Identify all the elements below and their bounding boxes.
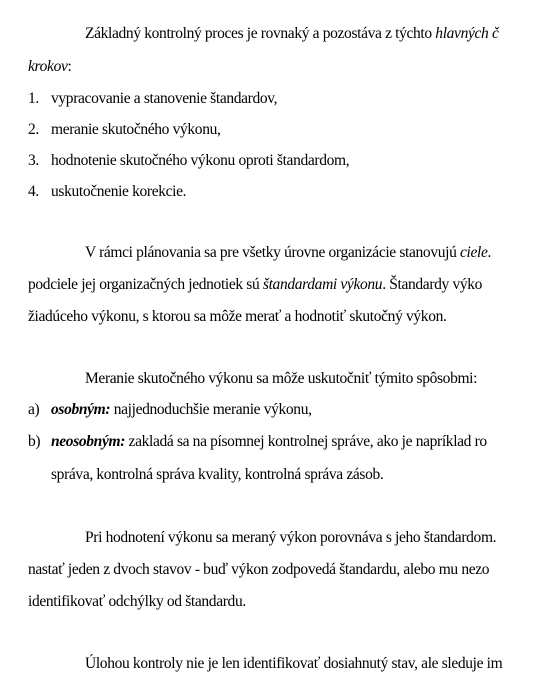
list-item-content bbox=[51, 400, 312, 420]
paragraph-4-line-3 bbox=[28, 592, 246, 612]
paragraph-1-lead-text: Základný kontrolný proces je rovnaký a pozostáva z týchto bbox=[85, 25, 436, 42]
paragraph-2-line-2 bbox=[28, 275, 482, 295]
list-item-continuation: správa, kontrolná správa kvality, kontrolná správa zásob. bbox=[51, 466, 384, 483]
paragraph-3-intro-text: Meranie skutočného výkonu sa môže uskutočniť týmito spôsobmi: bbox=[85, 370, 478, 387]
paragraph-1-line-1 bbox=[85, 24, 499, 44]
list-item-term: osobným: bbox=[51, 401, 111, 418]
list-item-content bbox=[51, 432, 487, 452]
paragraph-1-colon: : bbox=[67, 58, 72, 75]
paragraph-2-text-3: žiadúceho výkonu, s ktorou sa môže merať a hodnotiť skutočný výkon. bbox=[28, 308, 447, 325]
paragraph-2-text-1: V rámci plánovania sa pre všetky úrovne organizácie stanovujú bbox=[85, 244, 461, 261]
paragraph-2-italic-1: ciele bbox=[460, 244, 488, 261]
paragraph-2-tail-1: . bbox=[487, 244, 492, 261]
paragraph-2-tail-2: . Štandardy výko bbox=[382, 276, 483, 293]
list-item-text: najjednoduchšie meranie výkonu, bbox=[110, 401, 312, 418]
paragraph-4-text-1: Pri hodnotení výkonu sa meraný výkon porovnáva s jeho štandardom. bbox=[85, 529, 497, 546]
list-item-text: meranie skutočného výkonu, bbox=[51, 121, 221, 138]
list-item-number: 4. bbox=[28, 183, 39, 200]
paragraph-4-text-2: nastať jeden z dvoch stavov - buď výkon zodpovedá štandardu, alebo mu nezo bbox=[28, 561, 490, 578]
paragraph-5-line-1 bbox=[85, 654, 502, 674]
paragraph-2-italic-2: štandardami výkonu bbox=[262, 276, 383, 293]
list-item-text: zakladá sa na písomnej kontrolnej správe, ako je napríklad ro bbox=[125, 433, 487, 450]
list-item-text: vypracovanie a stanovenie štandardov, bbox=[51, 90, 278, 107]
paragraph-1-line-2 bbox=[28, 57, 71, 77]
paragraph-2-line-3 bbox=[28, 307, 447, 327]
list-item-letter: b) bbox=[28, 433, 41, 450]
paragraph-2-text-2: podciele jej organizačných jednotiek sú bbox=[28, 276, 263, 293]
paragraph-5-text-1: Úlohou kontroly nie je len identifikovať dosiahnutý stav, ale sleduje im bbox=[85, 655, 503, 672]
list-item-text: uskutočnenie korekcie. bbox=[51, 183, 187, 200]
list-item-number: 3. bbox=[28, 152, 39, 169]
list-item-letter: a) bbox=[28, 401, 40, 418]
paragraph-4-line-2 bbox=[28, 560, 489, 580]
paragraph-1-italic-word: krokov bbox=[28, 58, 68, 75]
list-item-number: 1. bbox=[28, 90, 39, 107]
list-item-term: neosobným: bbox=[51, 433, 126, 450]
list-item-text: hodnotenie skutočného výkonu oproti štandardom, bbox=[51, 152, 350, 169]
list-item-number: 2. bbox=[28, 121, 39, 138]
paragraph-4-text-3: identifikovať odchýlky od štandardu. bbox=[28, 593, 246, 610]
paragraph-3-intro bbox=[85, 369, 477, 389]
paragraph-4-line-1 bbox=[85, 528, 496, 548]
paragraph-1-lead-italic: hlavných č bbox=[435, 25, 499, 42]
paragraph-2-line-1 bbox=[85, 243, 491, 263]
